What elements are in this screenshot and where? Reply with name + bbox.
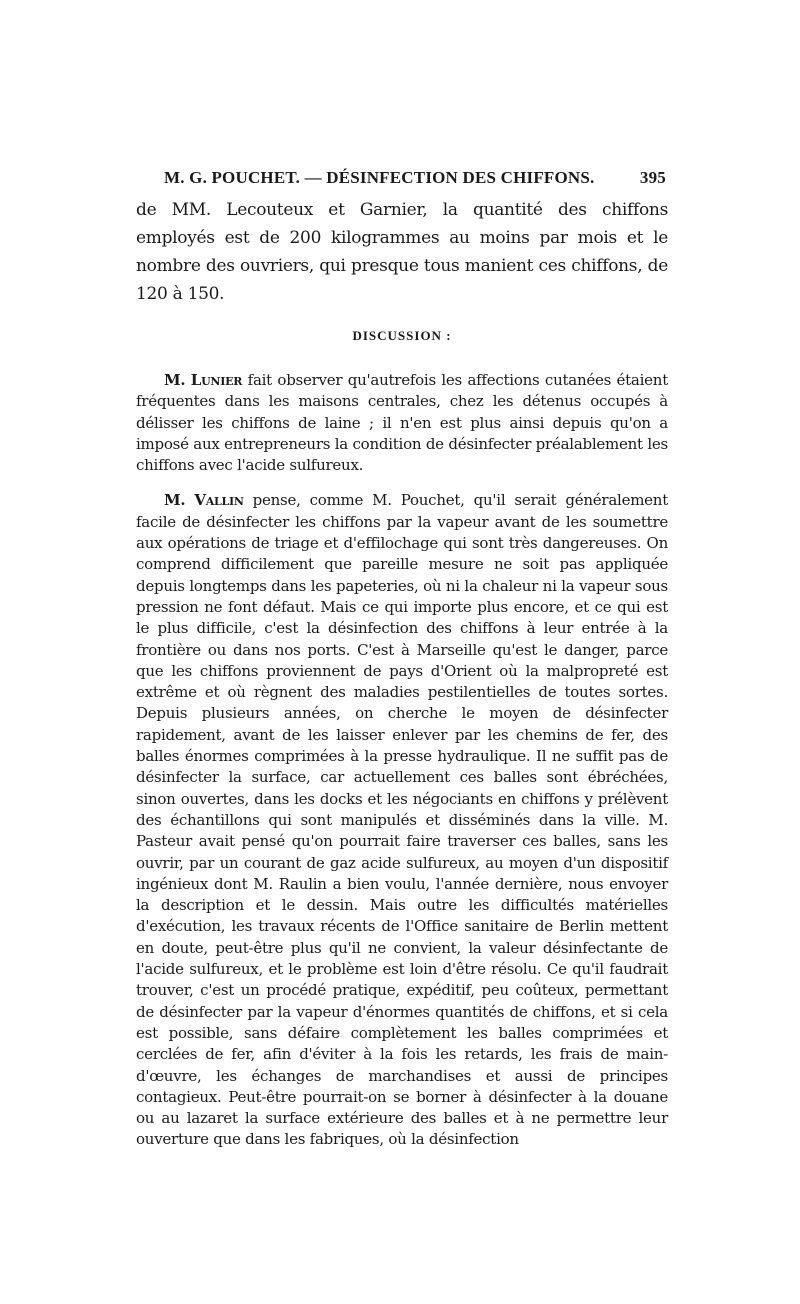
paragraph-text: fait observer qu'autrefois les affections cutanées étaient fréquentes dans les maisons centrales, chez les détenus occupés à délisser les chiffons de laine ; il n'en est plus ainsi depuis qu'on a imposé aux entrepreneurs la condition de désinfecter préalablement les chiffons avec l'acide sulfureux. bbox=[136, 371, 668, 475]
paragraph-vallin bbox=[136, 490, 668, 1150]
book-page bbox=[136, 168, 668, 1165]
section-heading: DISCUSSION : bbox=[352, 328, 452, 343]
speaker-name: Vallin bbox=[194, 491, 244, 510]
intro-paragraph: de MM. Lecouteux et Garnier, la quantité des chiffons employés est de 200 kilogrammes au moins par mois et le nombre des ouvriers, qui presque tous manient ces chiffons, de 120 à 150. bbox=[136, 200, 668, 304]
speaker-title: M. bbox=[164, 371, 186, 389]
speaker-title: M. bbox=[164, 491, 186, 510]
paragraph-lunier bbox=[136, 370, 668, 476]
speaker-name: Lunier bbox=[190, 371, 243, 389]
running-head bbox=[164, 168, 668, 192]
page-number: 395 bbox=[639, 168, 666, 187]
running-title: M. G. POUCHET. — DÉSINFECTION DES CHIFFONS. bbox=[164, 168, 595, 187]
paragraph-text: pense, comme M. Pouchet, qu'il serait généralement facile de désinfecter les chiffons par la vapeur avant de les soumettre aux opérations de triage et d'effilochage qui sont très dangereuses. On comprend difficilement que pareille mesure ne soit pas appliquée depuis longtemps dans les papeteries, où ni la chaleur ni la vapeur sous pression ne font défaut. Mais ce qui importe plus encore, et ce qui est le plus difficile, c'est la désinfection des chiffons à leur entrée à la frontière ou dans nos ports. C'est à Marseille qu'est le danger, parce que les chiffons proviennent de pays d'Orient où la malpropreté est extrême et où règnent des maladies pestilentielles de toutes sortes. Depuis plusieurs années, on cherche le moyen de désinfecter rapidement, avant de les laisser enlever par les chemins de fer, des balles énormes comprimées à la presse hydraulique. Il ne suffit pas de désinfecter la surface, car actuellement ces balles sont ébréchées, sinon ouvertes, dans les docks et les négociants en chiffons y prélèvent des échantillons qui sont manipulés et disséminés dans la ville. M. Pasteur avait pensé qu'on pourrait faire traverser ces balles, sans les ouvrir, par un courant de gaz acide sulfureux, au moyen d'un dispositif ingénieux dont M. Raulin a bien voulu, l'année dernière, nous envoyer la description et le dessin. Mais outre les difficultés matérielles d'exécution, les travaux récents de l'Office sanitaire de Berlin mettent en doute, peut-être plus qu'il ne convient, la valeur désinfectante de l'acide sulfureux, et le problème est loin d'être résolu. Ce qu'il faudrait trouver, c'est un procédé pratique, expéditif, peu coûteux, permettant de désinfecter par la vapeur d'énormes quantités de chiffons, et si cela est possible, sans défaire complètement les balles comprimées et cerclées de fer, afin d'éviter à la fois les retards, les frais de main-d'œuvre, les échanges de marchandises et aussi de principes contagieux. Peut-être pourrait-on se borner à désinfecter à la douane ou au lazaret la surface extérieure des balles et à ne permettre leur ouverture que dans les fabriques, où la désinfection bbox=[136, 491, 668, 1149]
